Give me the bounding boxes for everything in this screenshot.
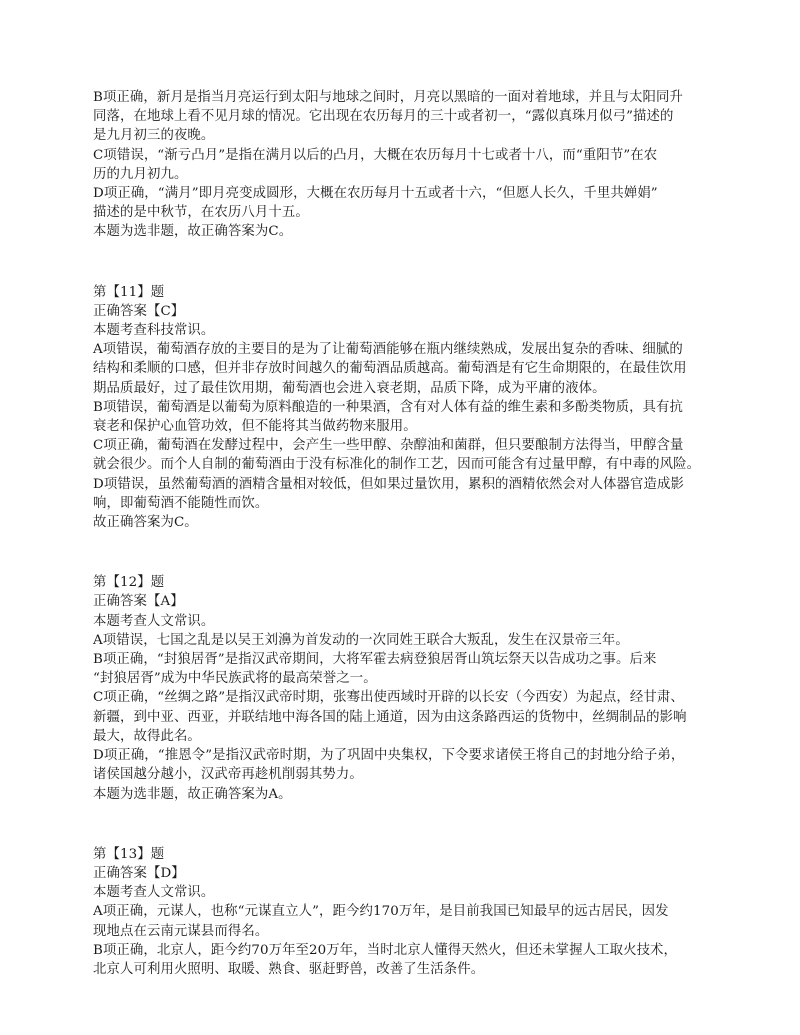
text-line: 本题为选非题，故正确答案为A。 xyxy=(93,786,292,802)
text-line: D项正确，“满月”即月亮变成圆形，大概在农历每月十五或者十六，“但愿人长久，千里共婵娟” xyxy=(93,186,658,202)
question-11 xyxy=(93,283,713,533)
text-line: 同落，在地球上看不见月球的情况。它出现在农历每月的三十或者初一，“露似真珠月似弓”描述的 xyxy=(93,109,674,125)
text-line: C项错误，“渐亏凸月”是指在满月以后的凸月，大概在农历每月十七或者十八，而“重阳节”在农 xyxy=(93,147,658,163)
text-line: 历的九月初九。 xyxy=(93,166,188,182)
question-12 xyxy=(93,573,713,803)
text-line: 现地点在云南元谋县而得名。 xyxy=(93,923,269,939)
text-line: C项正确，“丝绸之路”是指汉武帝时期，张骞出使西域时开辟的以长安（今西安）为起点，经甘肃、 xyxy=(93,690,684,706)
text-line: D项正确，“推恩令”是指汉武帝时期，为了巩固中央集权，下令要求诸侯王将自己的封地分给子弟， xyxy=(93,748,685,764)
text-line: 新疆，到中亚、西亚，并联结地中海各国的陆上通道，因为由这条路西运的货物中，丝绸制品的影响 xyxy=(93,709,687,725)
text-line: 本题为选非题，故正确答案为C。 xyxy=(93,224,293,240)
document-page xyxy=(93,88,713,979)
q10-explanation xyxy=(93,88,713,242)
correct-answer: 正确答案【C】 xyxy=(93,303,185,319)
text-line: 本题考查人文常识。 xyxy=(93,885,215,901)
text-line: 就会很少。而个人自制的葡萄酒由于没有标准化的制作工艺，因而可能含有过量甲醇，有中毒的风险。 xyxy=(93,457,701,473)
text-line: 描述的是中秋节，在农历八月十五。 xyxy=(93,205,309,221)
text-line: D项错误，虽然葡萄酒的酒精含量相对较低，但如果过量饮用，累积的酒精依然会对人体器官造成影 xyxy=(93,476,684,492)
text-line: 本题考查人文常识。 xyxy=(93,613,215,629)
text-line: 诸侯国越分越小，汉武帝再趁机削弱其势力。 xyxy=(93,767,363,783)
text-line: B项正确，“封狼居胥”是指汉武帝期间，大将军霍去病登狼居胥山筑坛祭天以告成功之事。后来 xyxy=(93,652,657,668)
text-line: 最大，故得此名。 xyxy=(93,728,201,744)
text-line: 故正确答案为C。 xyxy=(93,515,198,531)
text-line: 期品质最好，过了最佳饮用期，葡萄酒也会进入衰老期，品质下降，成为平庸的液体。 xyxy=(93,380,606,396)
text-line: 是九月初三的夜晚。 xyxy=(93,128,215,144)
text-line: A项错误，七国之乱是以吴王刘濞为首发动的一次同姓王联合大叛乱，发生在汉景帝三年。 xyxy=(93,632,629,648)
text-line: 结构和柔顺的口感，但并非存放时间越久的葡萄酒品质越高。葡萄酒是有它生命期限的，在最佳饮用 xyxy=(93,361,687,377)
text-line: A项正确，元谋人，也称“元谋直立人”，距今约170万年，是目前我国已知最早的远古居民，因发 xyxy=(93,904,669,920)
correct-answer: 正确答案【D】 xyxy=(93,865,185,881)
text-line: 本题考查科技常识。 xyxy=(93,323,215,339)
question-title: 第【11】题 xyxy=(93,284,165,300)
text-line: C项正确，葡萄酒在发酵过程中，会产生一些甲醇、杂醇油和菌群，但只要酿制方法得当，甲醇含量 xyxy=(93,438,684,454)
correct-answer: 正确答案【A】 xyxy=(93,594,184,610)
text-line: B项正确，北京人，距今约70万年至20万年，当时北京人懂得天然火，但还未掌握人工取火技术， xyxy=(93,942,678,958)
question-title: 第【12】题 xyxy=(93,575,165,591)
question-13 xyxy=(93,845,713,979)
text-line: B项正确，新月是指当月亮运行到太阳与地球之间时，月亮以黑暗的一面对着地球，并且与太阳同升 xyxy=(93,90,684,105)
text-line: 响，即葡萄酒不能随性而饮。 xyxy=(93,495,269,511)
text-line: 衰老和保护心血管功效，但不能将其当做药物来服用。 xyxy=(93,419,417,435)
text-line: 北京人可利用火照明、取暖、熟食、驱赶野兽，改善了生活条件。 xyxy=(93,961,485,977)
text-line: “封狼居胥”成为中华民族武将的最高荣誉之一。 xyxy=(93,671,377,687)
text-line: A项错误，葡萄酒存放的主要目的是为了让葡萄酒能够在瓶内继续熟成，发展出复杂的香味、细腻的 xyxy=(93,342,683,358)
text-line: B项错误，葡萄酒是以葡萄为原料酿造的一种果酒，含有对人体有益的维生素和多酚类物质，具有抗 xyxy=(93,399,684,415)
question-title: 第【13】题 xyxy=(93,846,165,862)
